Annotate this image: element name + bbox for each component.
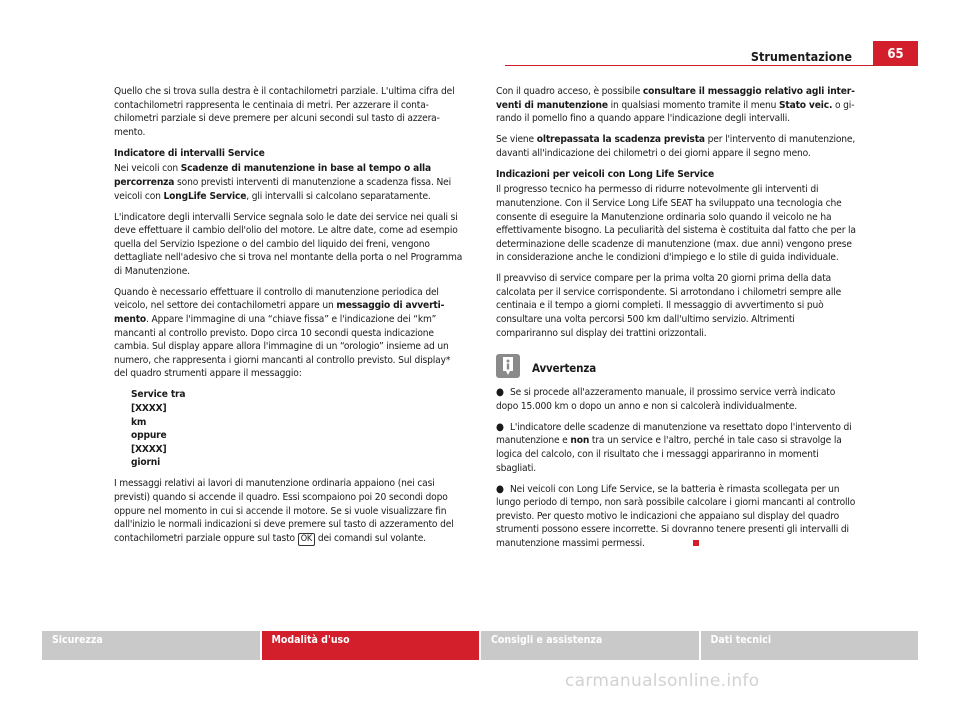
note-bullet: ● L'indicatore delle scadenze di manutenzione va resettato dopo l'intervento di manutenzione e non tra un service e l'altro, perché in tale caso si stravolge la logica del calcolo, con il risultato che i messaggi appariranno in momenti sbagliati. [496, 421, 852, 474]
note-header [496, 354, 856, 378]
paragraph: Il progresso tecnico ha permesso di ridurre notevolmente gli interventi di manutenzione. Con il Service Long Life SEAT ha sviluppato una tecnologia che consente di eseguire la Manutenzione ordinaria solo quando il veicolo ne ha effettivamente bisogno. La peculiarità del sistema è costituita dal fatto che per la determinazione delle scadenze di manutenzione (max. due anni) vengono prese in considerazione anche le condizioni d'impiego e lo stile di guida individuale. [496, 184, 856, 264]
chapter-tabs [42, 631, 918, 660]
tab-modalita-uso[interactable]: Modalità d'uso [262, 631, 480, 660]
end-of-section-mark [693, 540, 699, 546]
right-column [496, 85, 856, 558]
message-line: oppure [131, 430, 167, 442]
watermark: carmanualsonline.info [565, 671, 760, 691]
paragraph: Con il quadro acceso, è possibile consultare il messaggio relativo agli interventi di manutenzione in qualsiasi momento tramite il menu Stato veic. o girando il pomello fino a quando appare l'indicazione degli intervalli. [496, 86, 855, 125]
subheading-service-indicator: Indicatore di intervalli Service [114, 147, 265, 159]
paragraph: Il preavviso di service compare per la prima volta 20 giorni prima della data calcolata per il service corrispondente. Si arrotondano i chilometri sempre alle centinaia e il tempo a giorni completi. Il messaggio di avvertimento si può consultare una volta percorsi 500 km dall'ultimo servizio. Altrimenti compariranno sul display dei trattini orizzontali. [496, 273, 842, 339]
message-line: km [131, 416, 147, 428]
tab-consigli-assistenza[interactable]: Consigli e assistenza [481, 631, 699, 660]
subheading-long-life: Indicazioni per veicoli con Long Life Service [496, 168, 715, 180]
info-icon [496, 354, 520, 378]
header-rule [505, 65, 918, 66]
note-bullet: ● Nei veicoli con Long Life Service, se la batteria è rimasta scollegata per un lungo periodo di tempo, non sarà possibile calcolare i giorni mancanti al controllo previsto. Per questo motivo le indicazioni che appaiano sul display del quadro strumenti possono essere incorrette. Si dovranno tenere presenti gli intervalli di manutenzione massimi permessi. [496, 483, 856, 549]
tab-sicurezza[interactable]: Sicurezza [42, 631, 260, 660]
ok-key-symbol: OK [298, 533, 315, 546]
note-bullet: ● Se si procede all'azzeramento manuale, il prossimo service verrà indicato dopo 15.000 km o dopo un anno e non si calcolerà individualmente. [496, 387, 836, 412]
paragraph: Nei veicoli con Scadenze di manutenzione in base al tempo o alla percorrenza sono previsti interventi di manutenzione a scadenza fissa. Nei veicoli con LongLife Service, gli intervalli si calcolano separatamente. [114, 163, 451, 202]
paragraph: L'indicatore degli intervalli Service segnala solo le date dei service nei quali si deve effettuare il cambio dell'olio del motore. Le altre date, come ad esempio quella del Servizio Ispezione o del cambio del liquido dei freni, vengono dettagliate nell'adesivo che si trova nel montante della porta o nel Programma di Manutenzione. [114, 211, 463, 277]
paragraph: Quello che si trova sulla destra è il contachilometri parziale. L'ultima cifra del contachilometri rappresenta le centinaia di metri. Per azzerare il contachilometri parziale si deve premere per alcuni secondi sul tasto di azzeramento. [114, 86, 455, 138]
tab-dati-tecnici[interactable]: Dati tecnici [701, 631, 919, 660]
note-title: Avvertenza [532, 361, 597, 376]
message-line: [XXXX] [131, 443, 167, 455]
page-number: 65 [873, 41, 918, 66]
message-line: Service tra [131, 389, 186, 401]
left-column [114, 85, 466, 553]
message-line: [XXXX] [131, 403, 167, 415]
message-line: giorni [131, 457, 161, 469]
section-title: Strumentazione [750, 49, 852, 64]
display-message [131, 388, 466, 470]
paragraph: I messaggi relativi ai lavori di manutenzione ordinaria appaiono (nei casi previsti) quando si accende il quadro. Essi scompaiono poi 20 secondi dopo oppure nel momento in cui si accende il motore. Se si vuole visualizzare fin dall'inizio le normali indicazioni si deve premere sul tasto di azzeramento del contachilometri parziale oppure sul tasto OK dei comandi sul volante. [114, 478, 454, 544]
paragraph: Se viene oltrepassata la scadenza prevista per l'intervento di manutenzione, davanti all'indicazione dei chilometri o dei giorni appare il segno meno. [496, 134, 856, 159]
paragraph: Quando è necessario effettuare il controllo di manutenzione periodica del veicolo, nel settore dei contachilometri appare un messaggio di avvertimento. Appare l'immagine di una “chiave fissa” e l'indicazione dei “km” mancanti al controllo previsto. Dopo circa 10 secondi questa indicazione cambia. Sul display appare allora l'immagine di un “orologio” insieme ad un numero, che rappresenta i giorni mancanti al controllo previsto. Sul display* del quadro strumenti appare il messaggio: [114, 286, 451, 380]
